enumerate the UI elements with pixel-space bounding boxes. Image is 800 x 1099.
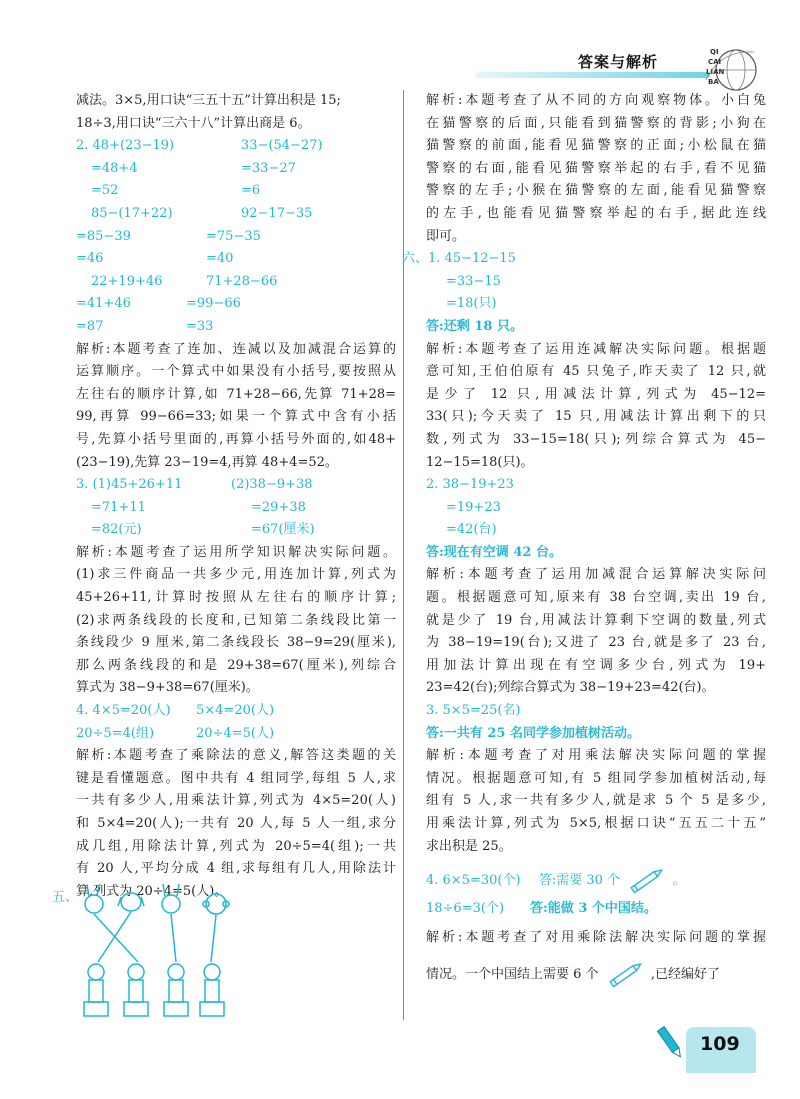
squirrel-icon <box>162 884 180 913</box>
q2-row: =52 =6 <box>91 183 261 199</box>
text-line: 45+26+11,计算时按照从左往右的顺序计算; <box>76 590 396 606</box>
pencil-icon <box>603 962 647 988</box>
q2-row: 22+19+46 71+28−66 <box>91 273 278 289</box>
q61-row: 六、1. 45−12−15 <box>402 251 516 267</box>
q2-row: =48+4 =33−27 <box>91 160 296 176</box>
q2-row: 2. 48+(23−19) 33−(54−27) <box>76 138 323 154</box>
q3-row: =82(元) =67(厘米) <box>91 522 315 538</box>
text-line: 解析:本题考查了运用加减混合运算解决实际问 <box>426 567 766 583</box>
text-line: 左往右的顺序计算,如 71+28−66,先算 71+28= <box>76 386 396 402</box>
q63-row: 3. 5×5=25(名) <box>426 703 521 719</box>
page-number: 109 <box>700 1033 740 1055</box>
q64-row: 18÷6=3(个) 答:能做 3 个中国结。 <box>426 901 657 917</box>
text-line: 号,先算小括号里面的,再算小括号外面的,如48+ <box>76 431 396 447</box>
q62-row: =42(台) <box>446 522 497 538</box>
text-line: 解析:本题考查了连加、连减以及加减混合运算的 <box>76 341 396 357</box>
text-line: 的左手,也能看见猫警察举起的右手,据此连线 <box>426 205 766 221</box>
rabbit-icon <box>85 885 103 913</box>
text-line: 18÷3,用口诀“三六十八”计算出商是 6。 <box>76 115 311 131</box>
svg-text:BA: BA <box>708 78 719 86</box>
text-line: 99,再算 99−66=33;如果一个算式中含有小括 <box>76 409 396 425</box>
analysis-q61 <box>426 339 766 475</box>
analysis-q62 <box>426 564 766 700</box>
q4-row: 4. 4×5=20(人) 5×4=20(人) <box>76 703 275 719</box>
text-line: 在猫警察的后面,只能看到猫警察的背影;小狗在 <box>426 115 766 131</box>
text-line: 意可知,王伯伯原有 45 只兔子,昨天卖了 12 只,就 <box>426 364 766 380</box>
text-line: 警察的右面,能看见猫警察举起的右手,看不见猫 <box>426 160 766 176</box>
text-line: 算,列式为 20÷4=5(人)。 <box>76 883 228 899</box>
text-line: 就是少了 19 台,用减法计算剩下空调的数量,列式 <box>426 612 766 628</box>
police-cat-icon <box>84 964 224 1016</box>
text-line: 猫警察的前面,能看见猫警察的正面;小松鼠在猫 <box>426 138 766 154</box>
q62-row: 2. 38−19+23 <box>426 477 514 493</box>
q3-row: 3. (1)45+26+11 (2)38−9+38 <box>76 477 313 493</box>
analysis-q3 <box>76 542 396 700</box>
text-line: 那么两条线段的和是 29+38=67(厘米),列综合 <box>76 657 396 673</box>
text-line: 解析:本题考查了对用乘法解决实际问题的掌握 <box>426 748 766 764</box>
text-line: 23=42(台);列综合算式为 38−19+23=42(台)。 <box>426 680 715 696</box>
text-line: (23−19),先算 23−19=4,再算 48+4=52。 <box>76 454 338 470</box>
text-line: 情况。一个中国结上需要 6 个 ,已经编好了 <box>426 955 766 995</box>
q61-answer: 答:还剩 18 只。 <box>426 318 523 334</box>
q3-row: =71+11 =29+38 <box>91 499 306 515</box>
matching-illustration <box>76 882 236 1024</box>
text-line: 一共有多少人,用乘法计算,列式为 4×5=20(人) <box>76 793 396 809</box>
text-line: 条线段少 9 厘米,第二条线段长 38−9=29(厘米), <box>76 635 396 651</box>
text-line: 成几组,用除法计算,列式为 20÷5=4(组);一共 <box>76 838 396 854</box>
text-line: 减法。3×5,用口诀“三五十五”计算出积是 15; <box>76 93 341 108</box>
column-divider <box>403 90 404 1020</box>
text-line: 键是看懂题意。图中共有 4 组同学,每组 5 人,求 <box>76 770 396 786</box>
text-line: 有 20 人,平均分成 4 组,求每组有几人,用除法计 <box>76 861 396 877</box>
q2-row: =46 =40 <box>76 251 234 267</box>
header-rule <box>475 72 710 78</box>
q61-row: =33−15 <box>446 273 501 289</box>
section-five-label: 五、 <box>52 890 79 905</box>
logo-globe-icon <box>700 40 760 96</box>
q2-row: 85−(17+22) 92−17−35 <box>91 205 313 221</box>
text-line: 用加法计算出现在有空调多少台,列式为 19+ <box>426 657 766 673</box>
svg-text:LIAN: LIAN <box>706 68 725 76</box>
text-line: 警察的左手;小猴在猫警察的左面,能看见猫警察 <box>426 183 766 199</box>
analysis-q63 <box>426 745 766 858</box>
dog-icon <box>118 893 144 911</box>
left-column <box>76 90 396 903</box>
text-line: 即可。 <box>426 228 466 244</box>
text-line: 解析:本题考查了从不同的方向观察物体。小白兔 <box>426 93 766 108</box>
analysis-q2 <box>76 339 396 475</box>
pencil-icon <box>650 1022 690 1062</box>
text-line: 运算顺序。一个算式中如果没有小括号,要按照从 <box>76 364 396 380</box>
q63-answer: 答:一共有 25 名同学参加植树活动。 <box>426 725 640 741</box>
text-line: (1)求三件商品一共多少元,用连加计算,列式为 <box>76 567 396 583</box>
q2-row: =85−39 =75−35 <box>76 228 261 244</box>
q64-row: 4. 6×5=30(个) 答:需要 30 个 。 <box>426 864 766 898</box>
q62-row: =19+23 <box>446 499 501 515</box>
text-line: 用乘法计算,列式为 5×5,根据口诀“五五二十五” <box>426 816 766 831</box>
analysis-q4 <box>76 745 396 903</box>
section-title: 答案与解析 <box>578 53 659 71</box>
text-line: 解析:本题考查了对用乘除法解决实际问题的掌握 <box>426 929 766 945</box>
q2-row: =41+46 =99−66 <box>76 296 241 312</box>
text-line: 解析:本题考查了乘除法的意义,解答这类题的关 <box>76 748 396 764</box>
text-line: 为 38−19=19(台);又进了 23 台,就是多了 23 台, <box>426 635 766 651</box>
q62-answer: 答:现在有空调 42 台。 <box>426 544 562 560</box>
q61-row: =18(只) <box>446 296 497 312</box>
text-line: 33(只);今天卖了 15 只,用减法计算出剩下的只 <box>426 409 766 425</box>
text-line: 是少了 12 只,用减法计算,列式为 45−12= <box>426 386 766 402</box>
svg-text:QI: QI <box>710 48 719 56</box>
text-line: 题。根据题意可知,原来有 38 台空调,卖出 19 台, <box>426 590 766 606</box>
text-line: 组有 5 人,求一共有多少人,就是求 5 个 5 是多少, <box>426 793 766 809</box>
svg-text:CAI: CAI <box>708 58 722 66</box>
text-line: (2)求两条线段的长度和,已知第二条线段比第一 <box>76 612 396 628</box>
text-line: 和 5×4=20(人);一共有 20 人,每 5 人一组,求分 <box>76 816 396 831</box>
monkey-icon <box>203 894 229 914</box>
q4-row: 20÷5=4(组) 20÷4=5(人) <box>76 725 275 741</box>
analysis-view <box>426 90 766 248</box>
text-line: 解析:本题考查了运用连减解决实际问题。根据题 <box>426 341 766 357</box>
text-line: 情况。根据题意可知,有 5 组同学参加植树活动,每 <box>426 770 766 786</box>
q2-row: =87 =33 <box>76 318 214 334</box>
text-line: 12−15=18(只)。 <box>426 454 534 470</box>
text-line: 求出积是 25。 <box>426 838 512 854</box>
text-line: 解析:本题考查了运用所学知识解决实际问题。 <box>76 544 396 560</box>
text-line: 算式为 38−9+38=67(厘米)。 <box>76 680 259 696</box>
right-column <box>402 90 766 995</box>
pencil-icon <box>624 868 668 894</box>
text-line: 数,列式为 33−15=18(只);列综合算式为 45− <box>426 431 766 447</box>
